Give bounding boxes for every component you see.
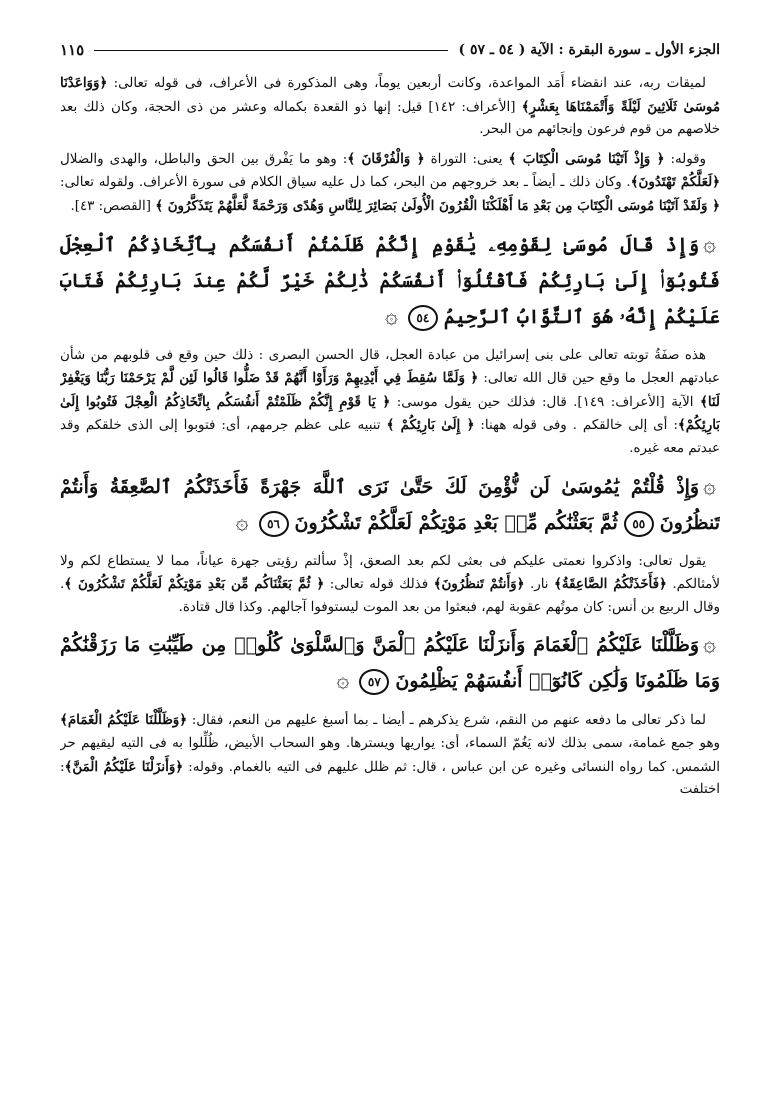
verse-block-57 <box>60 627 720 699</box>
paragraph-5 <box>60 709 720 801</box>
text: لما ذكر تعالى ما دفعه عنهم من النقم، شرع يذكرهم ـ أيضا ـ بما أسبغ عليهم من النعم، فقال: <box>187 713 706 729</box>
text: الآية [الأعراف: ١٤٩]. قال: فذلك حين يقول موسى: <box>390 394 700 410</box>
quran-quote: ﴿وَوَاعَدْنَا مُوسَىٰ ثَلَاثِينَ لَيْلَةً وَأَتْمَمْنَاهَا بِعَشْرٍ﴾ <box>60 75 720 115</box>
text: نار. <box>524 577 555 593</box>
quran-quote: ﴿فَأَخَذَتْكُمُ الصَّاعِقَةُ﴾ <box>554 576 667 593</box>
text: هذه صفَةُ توبته تعالى على بنى إسرائيل من عبادة العجل، قال الحسن البصرى : ذلك حين وقع فى قلوبهم من شأن عبادتهم العجل ما وقع حين قال الله تعالى: <box>60 347 720 387</box>
text: يقول تعالى: واذكروا نعمتى عليكم فى بعثى لكم بعد الصعق، إذْ سألتم رؤيتى جهرة عياناً، مما لا يستطاع لكم ولا لأمثالكم. <box>60 553 720 593</box>
verse-number-marker: ٥٥ <box>624 511 654 537</box>
verse-open-ornament-icon: ۞ <box>703 473 716 499</box>
quran-quote: ﴿وَأَنتُمْ تَنظُرُونَ﴾ <box>433 576 525 593</box>
verse-open-ornament-icon: ۞ <box>703 632 716 658</box>
verse-close-ornament-icon: ۞ <box>235 509 249 535</box>
text: [الأعراف: ١٤٢] قيل: إنها ذو القعدة بكماله وعشر من ذى الحجة، وكان ذلك بعد خلاصهم من قوم فرعون وإنجائهم من البحر. <box>60 99 720 138</box>
text: : أى إلى خالقكم . وفى قوله ههنا: <box>474 418 678 434</box>
verse-number-marker: ٥٧ <box>359 669 389 695</box>
verse-block-54 <box>60 227 720 335</box>
text: [القصص: ٤٣]. <box>70 198 156 214</box>
quran-quote: ﴿ يَا قَوْمِ إِنَّكُمْ ظَلَمْتُمْ أَنفُسَكُم بِاتِّخَاذِكُمُ الْعِجْلَ فَتُوبُوا إِلَىٰ بَارِئِكُمْ﴾ <box>60 393 720 434</box>
text: : اختلفت <box>60 759 720 798</box>
page-number: ١١٥ <box>60 41 85 59</box>
verse-text: وَإِذْ قَالَ مُوسَىٰ لِقَوْمِهِۦ يَٰقَوْمِ إِنَّكُمْ ظَلَمْتُمْ أَنفُسَكُم بِٱتِّخَاذِكُمُ ٱلْعِجْلَ فَتُوبُوٓا۟ إِلَىٰ بَارِئِكُمْ فَٱقْتُلُوٓا۟ أَنفُسَكُمْ ذَٰلِكُمْ خَيْرٌ لَّكُمْ عِندَ بَارِئِكُمْ فَتَابَ عَلَيْكُمْ إِنَّهُۥ هُوَ ٱلتَّوَّابُ ٱلرَّحِيمُ <box>60 233 720 328</box>
paragraph-2 <box>60 148 720 219</box>
paragraph-3 <box>60 345 720 461</box>
quran-quote: ﴿لَعَلَّكُمْ تَهْتَدُونَ﴾ <box>630 174 720 191</box>
text: . وكان ذلك ـ أيضاً ـ بعد خروجهم من البحر، كما دل عليه سياق الكلام فى سورة الأعراف. ولقوله تعالى: <box>60 175 631 191</box>
verse-number-marker: ٥٤ <box>408 305 438 331</box>
verse-open-ornament-icon: ۞ <box>703 231 716 257</box>
verse-close-ornament-icon: ۞ <box>336 668 350 694</box>
verse-text: ثُمَّ بَعَثْنَٰكُم مِّنۢ بَعْدِ مَوْتِكُمْ لَعَلَّكُمْ تَشْكُرُونَ <box>294 511 618 534</box>
quran-quote: ﴿وَظَلَّلْنَا عَلَيْكُمُ الْغَمَامَ﴾ <box>60 712 188 729</box>
text: فذلك قوله تعالى: <box>324 577 434 593</box>
book-page <box>60 38 720 1078</box>
paragraph-1 <box>60 72 720 142</box>
text: . وقال الربيع بن أنس: كان موتُهم عقوبة لهم، فبعثوا من بعد الموت ليستوفوا آجالهم. وكذا قال قتادة. <box>60 577 720 615</box>
quran-quote: ﴿ وَالْفُرْقَانَ ﴾ <box>347 150 425 167</box>
text: تنبيه على عظم جرمهم، أى: فتوبوا إلى الذى خلقكم وقد عبدتم معه غيره. <box>60 418 720 456</box>
quran-quote: ﴿ إِلَىٰ بَارِئِكُمْ ﴾ <box>386 417 475 434</box>
quran-quote: ﴿ وَلَمَّا سُقِطَ فِي أَيْدِيهِمْ وَرَأَوْا أَنَّهُمْ قَدْ ضَلُّوا قَالُوا لَئِن لَّمْ يَرْحَمْنَا رَبُّنَا وَيَغْفِرْ لَنَا﴾ <box>60 370 720 410</box>
text: لميقات ربه، عند انقضاء أَمَد المواعدة، وكانت أربعين يوماً، وهى المذكورة فى الأعراف، فى قوله تعالى: <box>107 76 706 91</box>
quran-quote: ﴿ ثُمَّ بَعَثْنَاكُم مِّن بَعْدِ مَوْتِكُمْ لَعَلَّكُمْ تَشْكُرُونَ ﴾ <box>64 576 325 593</box>
quran-quote: ﴿ وَإِذْ آتَيْنَا مُوسَى الْكِتَابَ ﴾ <box>508 150 665 167</box>
text: وقوله: <box>664 151 707 167</box>
verse-block-55-56 <box>60 469 720 541</box>
verse-text: وَظَلَّلْنَا عَلَيْكُمُ ٱلْغَمَامَ وَأَنزَلْنَا عَلَيْكُمُ ٱلْمَنَّ وَٱلسَّلْوَىٰ كُلُوا۟ مِن طَيِّبَٰتِ مَا رَزَقْنَٰكُمْ وَمَا ظَلَمُونَا وَلَٰكِن كَانُوٓا۟ أَنفُسَهُمْ يَظْلِمُونَ <box>60 634 720 693</box>
paragraph-4 <box>60 551 720 620</box>
quran-quote: ﴿ وَلَقَدْ آتَيْنَا مُوسَى الْكِتَابَ مِن بَعْدِ مَا أَهْلَكْنَا الْقُرُونَ الْأُولَىٰ بَصَائِرَ لِلنَّاسِ وَهُدًى وَرَحْمَةً لَّعَلَّهُمْ يَتَذَكَّرُونَ ﴾ <box>155 197 720 214</box>
quran-quote: ﴿وَأَنزَلْنَا عَلَيْكُمُ الْمَنَّ﴾ <box>64 758 184 775</box>
verse-close-ornament-icon: ۞ <box>384 303 398 329</box>
text: وهو جمع غمامة، سمى بذلك لانه يَغُمّ السماء، أى: يواريها ويسترها. وهو السحاب الأبيض، ظُلِّلوا به فى التيه ليقيهم حر الشمس. كما رواه النسائى وغيره عن ابن عباس ، قال: ثم ظلل عليهم فى التيه بالغمام. وقوله: <box>60 735 720 775</box>
running-title: الجزء الأول ـ سورة البقرة : الآية ( ٥٤ ـ ٥٧ ) <box>458 42 720 58</box>
text: يعنى: التوراة <box>424 151 509 167</box>
verse-text: وَإِذْ قُلْتُمْ يَٰمُوسَىٰ لَن نُّؤْمِنَ لَكَ حَتَّىٰ نَرَى ٱللَّهَ جَهْرَةً فَأَخَذَتْكُمُ ٱلصَّٰعِقَةُ وَأَنتُمْ تَنظُرُونَ <box>60 475 720 534</box>
verse-number-marker: ٥٦ <box>259 511 289 537</box>
page-header <box>60 38 720 62</box>
header-rule <box>94 50 448 51</box>
text: : وهو ما يَفْرق بين الحق والباطل، والهدى والضلال <box>60 151 348 167</box>
